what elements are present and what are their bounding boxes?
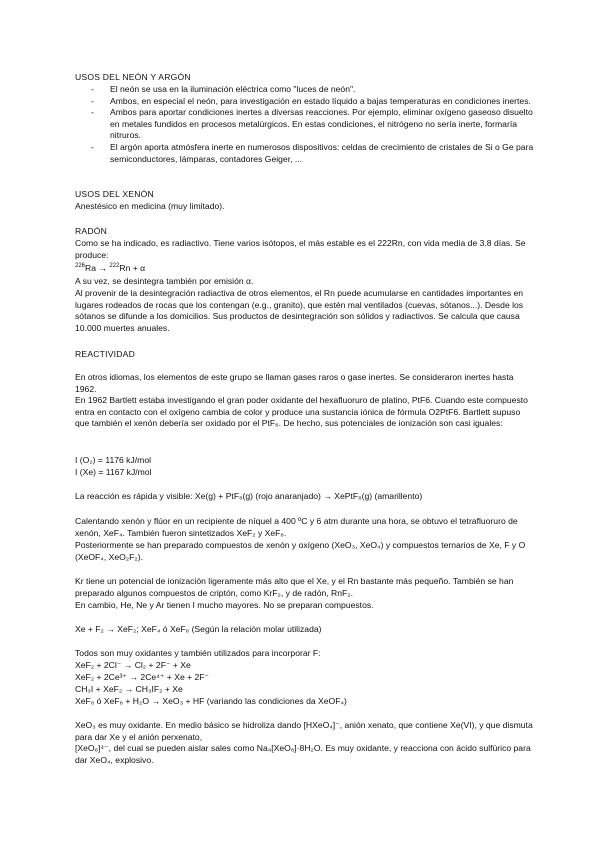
list-item bbox=[75, 107, 535, 142]
bullet-dash: - bbox=[91, 107, 94, 118]
reactividad-paragraph-5: Posteriormente se han preparado compuestos de xenón y oxígeno (XeO₃, XeO₄) y compuestos ternarios de Xe, F y O (XeOF₄, XeO₂F₂). bbox=[75, 540, 526, 562]
list-item-text: Ambos, en especial el neón, para investigación en estado líquido a bajas temperaturas en condiciones inertes. bbox=[110, 95, 531, 106]
radon-paragraph-2: A su vez, se desintegra también por emisión α. bbox=[75, 276, 254, 286]
heading-xenon: USOS DEL XENÓN bbox=[75, 189, 154, 199]
list-item-text: Ambos para aportar condiciones inertes a diversas reacciones. Por ejemplo, eliminar oxígeno gaseoso disuelto en metales fundidos en procesos metalúrgicos. En estas condiciones, el nitrógeno no sería inerte, formaría nitruros. bbox=[110, 107, 533, 141]
reactividad-paragraph-10: XeO₃ es muy oxidante. En medio básico se hidroliza dando [HXeO₄]⁻, anión xenato, que contiene Xe(VI), y que dismuta para dar Xe y el anión perxenato, bbox=[75, 720, 533, 742]
xenon-text: Anestésico en medicina (muy limitado). bbox=[75, 201, 225, 211]
reactividad-paragraph-9: Todos son muy oxidantes y también utilizados para incorporar F: bbox=[75, 648, 321, 658]
element-symbol: Rn + α bbox=[119, 263, 146, 273]
list-item-text: El neón se usa en la iluminación eléctrica como "luces de neón". bbox=[110, 84, 356, 94]
reactividad-paragraph-6: Kr tiene un potencial de ionización ligeramente más alto que el Xe, y el Rn bastante más pequeño. También se han preparado algunos compuestos de criptón, como KrF₂, y de radón, RnF₂. bbox=[75, 576, 514, 598]
reaction-xe-f2: Xe + F₂ → XeF₂; XeF₄ ó XeF₆ (Según la relación molar utilizada) bbox=[75, 624, 322, 634]
radon-paragraph-1: Como se ha indicado, es radiactivo. Tiene varios isótopos, el más estable es el 222Rn, con vida media de 3.8 días. Se produce: bbox=[75, 238, 526, 260]
ionization-energy-xe: I (Xe) = 1167 kJ/mol bbox=[75, 467, 152, 477]
list-item bbox=[75, 96, 535, 108]
bullet-dash: - bbox=[91, 141, 94, 152]
reaction-pt-f6: La reacción es rápida y visible: Xe(g) + PtF₆(g) (rojo anaranjado) → XePtF₆(g) (amarillento) bbox=[75, 491, 423, 501]
reaction-line-3: CH₃I + XeF₂ → CH₃IF₂ + Xe bbox=[75, 684, 183, 694]
reaction-line-2: XeF₂ + 2Ce³⁺ → 2Ce⁴⁺ + Xe + 2F⁻ bbox=[75, 672, 210, 682]
radon-equation bbox=[75, 263, 535, 275]
reactividad-paragraph-7: En cambio, He, Ne y Ar tienen I mucho mayores. No se preparan compuestos. bbox=[75, 600, 374, 610]
heading-reactividad: REACTIVIDAD bbox=[75, 349, 135, 359]
heading-radon: RADÓN bbox=[75, 226, 108, 236]
element-symbol: Ra bbox=[85, 263, 97, 273]
arrow-icon: → bbox=[98, 263, 107, 273]
list-item bbox=[75, 142, 535, 165]
reactividad-paragraph-4: Calentando xenón y flúor en un recipiente de níquel a 400 ºC y 6 atm durante una hora, se obtuvo el tetrafluoruro de xenón, XeF₄. También fueron sintetizados XeF₂ y XeF₆. bbox=[75, 516, 518, 538]
ionization-energy-o2: I (O₂) = 1176 kJ/mol bbox=[75, 455, 152, 465]
bullet-dash: - bbox=[91, 95, 94, 106]
reactividad-paragraph-2: En 1962 Bartlett estaba investigando el gran poder oxidante del hexafluoruro de platino, PtF6. Cuando este compuesto entra en contacto con el oxígeno cambia de color y produce una sustancia iónica de fórmula O2PtF6. Bartlett supuso que también el xenón debería ser oxidado por el PtF₆. De hecho, sus potenciales de ionización son casi iguales: bbox=[75, 395, 528, 429]
reactividad-paragraph-11: [XeO₆]⁴⁻, del cual se pueden aislar sales como Na₄[XeO₆]·8H₂O. Es muy oxidante, y reacciona con ácido sulfúrico para dar XeO₄, explosivo. bbox=[75, 743, 531, 765]
reaction-line-4: XeF₆ ó XeF₆ + H₂O → XeO₃ + HF (variando las condiciones da XeOF₄) bbox=[75, 696, 347, 706]
mass-number: 226 bbox=[75, 263, 86, 270]
list-item-text: El argón aporta atmósfera inerte en numerosos dispositivos: celdas de crecimiento de cristales de Si o Ge para semiconductores, lámparas, contadores Geiger, ... bbox=[110, 141, 534, 164]
heading-neon-argon: USOS DEL NEÓN Y ARGÓN bbox=[75, 72, 191, 82]
reactividad-paragraph-1: En otros idiomas, los elementos de este grupo se llaman gases raros o gase inertes. Se consideraron inertes hasta 1962. bbox=[75, 372, 514, 394]
list-item bbox=[75, 84, 535, 96]
mass-number: 222 bbox=[109, 263, 120, 270]
reaction-line-1: XeF₂ + 2Cl⁻ → Cl₂ + 2F⁻ + Xe bbox=[75, 660, 191, 670]
neon-argon-list bbox=[75, 84, 535, 165]
bullet-dash: - bbox=[91, 84, 94, 94]
radon-paragraph-3: Al provenir de la desintegración radiactiva de otros elementos, el Rn puede acumularse en cantidades importantes en lugares rodeados de rocas que los contengan (e.g., granito), que estén mal ventilados (cuevas, sótanos...). Desde los sótanos se difunde a los domicilios. Sus productos de desintegración son sólidos y radiactivos. Se calcula que causa 10.000 muertes anuales. bbox=[75, 288, 524, 333]
